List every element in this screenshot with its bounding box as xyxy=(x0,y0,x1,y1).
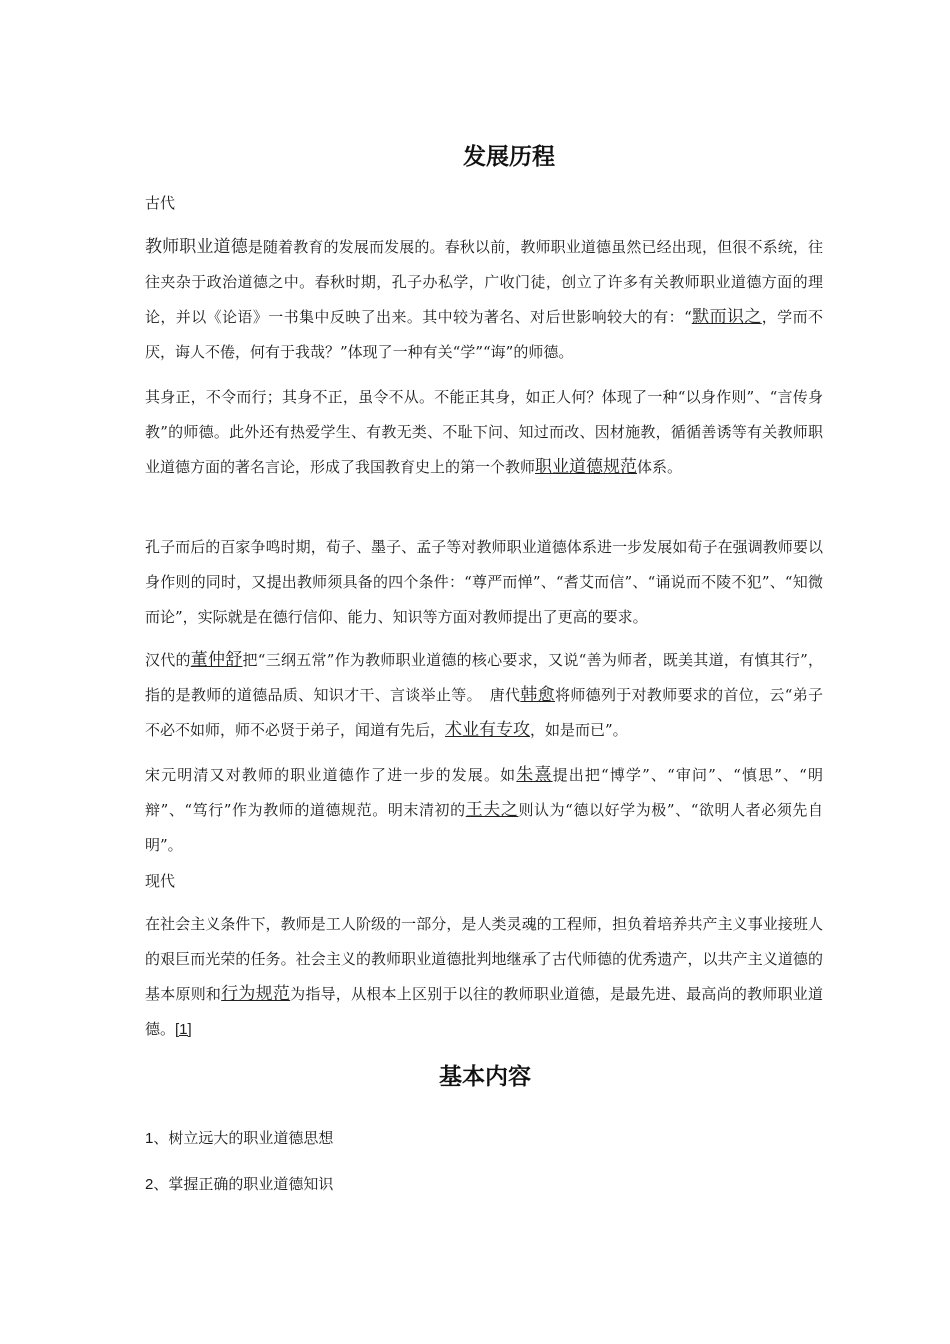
paragraph-ancient-3: 孔子而后的百家争鸣时期，荀子、墨子、孟子等对教师职业道德体系进一步发展如荀子在强调教师要以身作则的同时，又提出教师须具备的四个条件：“尊严而惮”、“耆艾而信”、“诵说而不陵不犯”、“知微而论”，实际就是在德行信仰、能力、知识等方面对教师提出了更高的要求。 xyxy=(145,538,823,626)
reference-link-1[interactable]: [1] xyxy=(175,1021,192,1038)
paragraph-ancient-1: 教师职业道德是随着教育的发展而发展的。春秋以前，教师职业道德虽然已经出现，但很不系统，往往夹杂于政治道德之中。春秋时期，孔子办私学，广收门徒，创立了许多有关教师职业道德方面的理论，并以《论语》一书集中反映了出来。其中较为著名、对后世影响较大的有：“默而识之，学而不厌，诲人不倦，何有于我哉？”体现了一种有关“学”“诲”的师德。 xyxy=(145,237,823,361)
link-shu-ye-you-zhuan-gong[interactable]: 术业有专攻 xyxy=(445,720,531,740)
paragraph-modern: 在社会主义条件下，教师是工人阶级的一部分，是人类灵魂的工程师，担负着培养共产主义事业接班人的艰巨而光荣的任务。社会主义的教师职业道德批判地继承了古代师德的优秀遗产，以共产主义道德的基本原则和行为规范为指导，从根本上区别于以往的教师职业道德，是最先进、最高尚的教师职业道德。[1] xyxy=(145,915,823,1038)
paragraph-ancient-4: 汉代的董仲舒把“三纲五常”作为教师职业道德的核心要求，又说“善为师者，既美其道，有慎其行”，指的是教师的道德品质、知识才干、言谈举止等。 唐代韩愈将师德列于对教师要求的首位，云“弟子不必不如师，师不必贤于弟子，闻道有先后，术业有专攻，如是而已”。 xyxy=(145,650,824,740)
link-han-yu[interactable]: 韩愈 xyxy=(520,685,555,705)
list-item: 2、掌握正确的职业道德知识 xyxy=(145,1176,334,1193)
link-dong-zhongshu[interactable]: 董仲舒 xyxy=(190,650,243,670)
section-title-history: 发展历程 xyxy=(463,144,555,170)
link-professional-ethics-norms[interactable]: 职业道德规范 xyxy=(535,457,638,477)
link-mo-er-shi-zhi[interactable]: 默而识之 xyxy=(691,307,762,327)
paragraph-ancient-2: 其身正，不令而行；其身不正，虽令不从。不能正其身，如正人何？体现了一种“以身作则”、“言传身教”的师德。此外还有热爱学生、有教无类、不耻下问、知过而改、因材施教，循循善诱等有关教师职业道德方面的著名言论，形成了我国教育史上的第一个教师职业道德规范体系。 xyxy=(145,388,823,477)
paragraph-ancient-5: 宋元明清又对教师的职业道德作了进一步的发展。如朱熹提出把“博学”、“审问”、“慎思”、“明辩”、“笃行”作为教师的道德规范。明末清初的王夫之则认为“德以好学为极”、“欲明人者必须先自明”。 xyxy=(145,765,823,854)
subheading-ancient: 古代 xyxy=(145,194,176,212)
link-zhu-xi[interactable]: 朱熹 xyxy=(516,765,553,785)
list-item: 1、树立远大的职业道德思想 xyxy=(145,1130,334,1147)
link-behavior-norms[interactable]: 行为规范 xyxy=(221,984,291,1004)
subheading-modern: 现代 xyxy=(145,872,176,890)
link-wang-fuzhi[interactable]: 王夫之 xyxy=(465,800,519,820)
link-teacher-ethics[interactable]: 教师职业道德 xyxy=(145,237,248,257)
section-title-basic-content: 基本内容 xyxy=(439,1064,531,1090)
